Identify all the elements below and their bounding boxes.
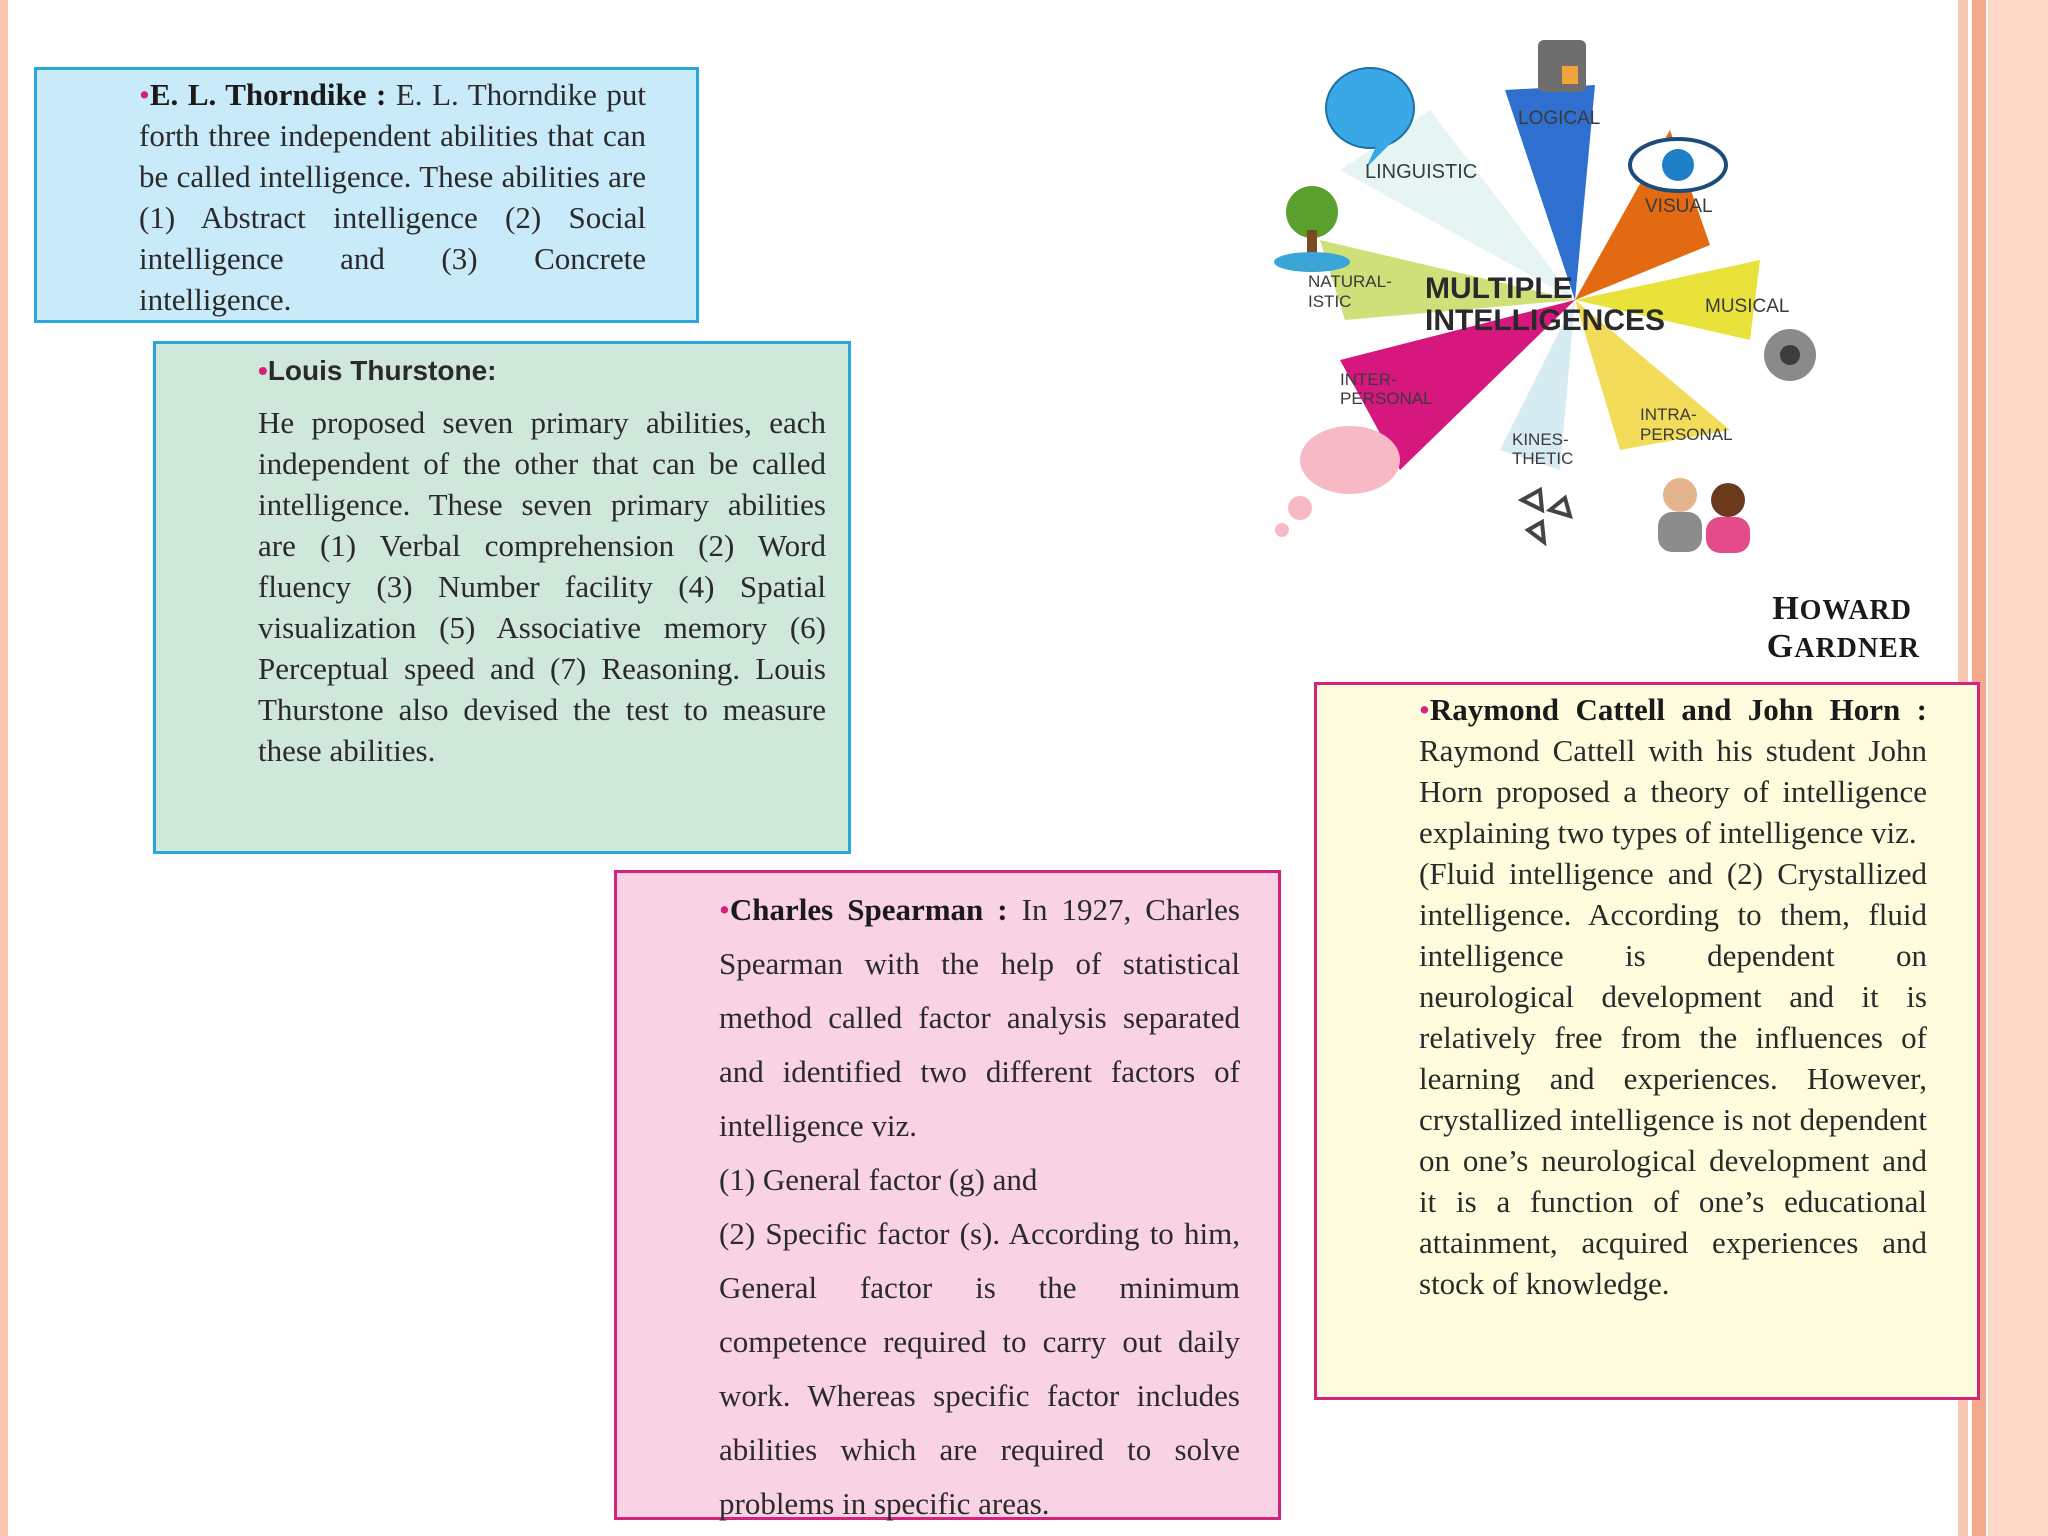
thought-bubble-icon — [1275, 523, 1289, 537]
label-naturalistic-1: NATURAL- — [1308, 272, 1392, 291]
graphic-title-line-2: INTELLIGENCES — [1425, 304, 1666, 337]
label-intrapersonal-1: INTRA- — [1640, 405, 1697, 424]
label-kinesthetic-2: THETIC — [1512, 449, 1574, 468]
cattell-paragraph — [1419, 689, 1927, 853]
thorndike-paragraph — [139, 74, 646, 320]
thurstone-heading — [258, 352, 826, 390]
pond-icon — [1274, 252, 1350, 272]
thorndike-box — [34, 67, 699, 323]
left-border-stripe — [0, 0, 8, 1536]
bullet-icon: • — [719, 892, 730, 927]
cattell-text-2: (Fluid intelligence and (2) Crystallized intelligence. According to them, fluid intelligence is dependent on neurological development and it is relatively free from the influences of learning and experiences. However, crystallized intelligence is not dependent on one’s neurological development and it is a function of one’s educational attainment, acquired experiences and stock of knowledge. — [1419, 856, 1927, 1301]
dance-steps-icon — [1528, 522, 1544, 542]
spearman-text-3: (2) Specific factor (s). According to him, General factor is the minimum competence required to carry out daily work. Whereas specific factor includes abilities which are required to solve problems in specific areas. — [719, 1216, 1240, 1521]
spearman-text-2: (1) General factor (g) and — [719, 1162, 1038, 1197]
label-interpersonal-2: PERSONAL — [1340, 389, 1433, 408]
spearman-paragraph — [719, 883, 1240, 1153]
howard-gardner-caption — [1620, 590, 1920, 666]
thurstone-heading-text: Louis Thurstone: — [267, 355, 497, 386]
label-linguistic: LINGUISTIC — [1365, 161, 1478, 183]
right-border-stripe — [1988, 0, 2048, 1536]
speech-bubble-icon — [1326, 68, 1414, 148]
person-icon — [1711, 483, 1745, 517]
graphic-title-line-1: MULTIPLE — [1425, 272, 1573, 305]
bullet-icon: • — [139, 77, 150, 112]
cattell-name: Raymond Cattell and John Horn : — [1429, 692, 1927, 727]
spearman-box — [614, 870, 1281, 1520]
caption-rest: ARDNER — [1794, 633, 1920, 664]
speaker-center-icon — [1780, 345, 1800, 365]
thurstone-text: He proposed seven primary abilities, each independent of the other that can be called intelligence. These seven primary abilities are (1) Verbal comprehension (2) Word fluency (3) Number facility (4) Spatial visualization (5) Associative memory (6) Perceptual speed and (7) Reasoning. Louis Thurstone also devised the test to measure these abilities. — [258, 405, 826, 768]
thought-bubble-icon — [1288, 496, 1312, 520]
label-interpersonal-1: INTER- — [1340, 370, 1397, 389]
spearman-name: Charles Spearman : — [729, 892, 1008, 927]
label-musical: MUSICAL — [1705, 296, 1790, 317]
thorndike-name: E. L. Thorndike : — [149, 77, 387, 112]
thought-cloud-icon — [1300, 426, 1400, 494]
thurstone-box — [153, 341, 851, 854]
person-body-icon — [1658, 512, 1702, 552]
dance-steps-icon — [1550, 498, 1570, 516]
multiple-intelligences-graphic — [1260, 30, 1830, 570]
caption-initial: H — [1772, 590, 1800, 627]
calculator-key-icon — [1562, 66, 1578, 84]
label-kinesthetic-1: KINES- — [1512, 430, 1569, 449]
dance-steps-icon — [1522, 490, 1542, 510]
bullet-icon: • — [258, 355, 268, 386]
cattell-text-1: Raymond Cattell with his student John Horn proposed a theory of intelligence explaining two types of intelligence viz. — [1419, 733, 1927, 850]
caption-rest: OWARD — [1799, 595, 1912, 626]
person-icon — [1663, 478, 1697, 512]
thorndike-text: E. L. Thorndike put forth three independent abilities that can be called intelligence. These abilities are (1) Abstract intelligence (2) Social intelligence and (3) Concrete intelligence. — [139, 77, 646, 317]
bullet-icon: • — [1419, 692, 1430, 727]
caption-initial: G — [1766, 628, 1795, 665]
eye-pupil-icon — [1662, 149, 1694, 181]
spearman-text-1: In 1927, Charles Spearman with the help of statistical method called factor analysis separated and identified two different factors of intelligence viz. — [719, 892, 1240, 1143]
label-logical: LOGICAL — [1518, 108, 1601, 129]
cattell-horn-box — [1314, 682, 1980, 1400]
label-visual: VISUAL — [1645, 196, 1713, 217]
person-body-icon — [1706, 517, 1750, 553]
label-intrapersonal-2: PERSONAL — [1640, 425, 1733, 444]
label-naturalistic-2: ISTIC — [1308, 292, 1352, 311]
